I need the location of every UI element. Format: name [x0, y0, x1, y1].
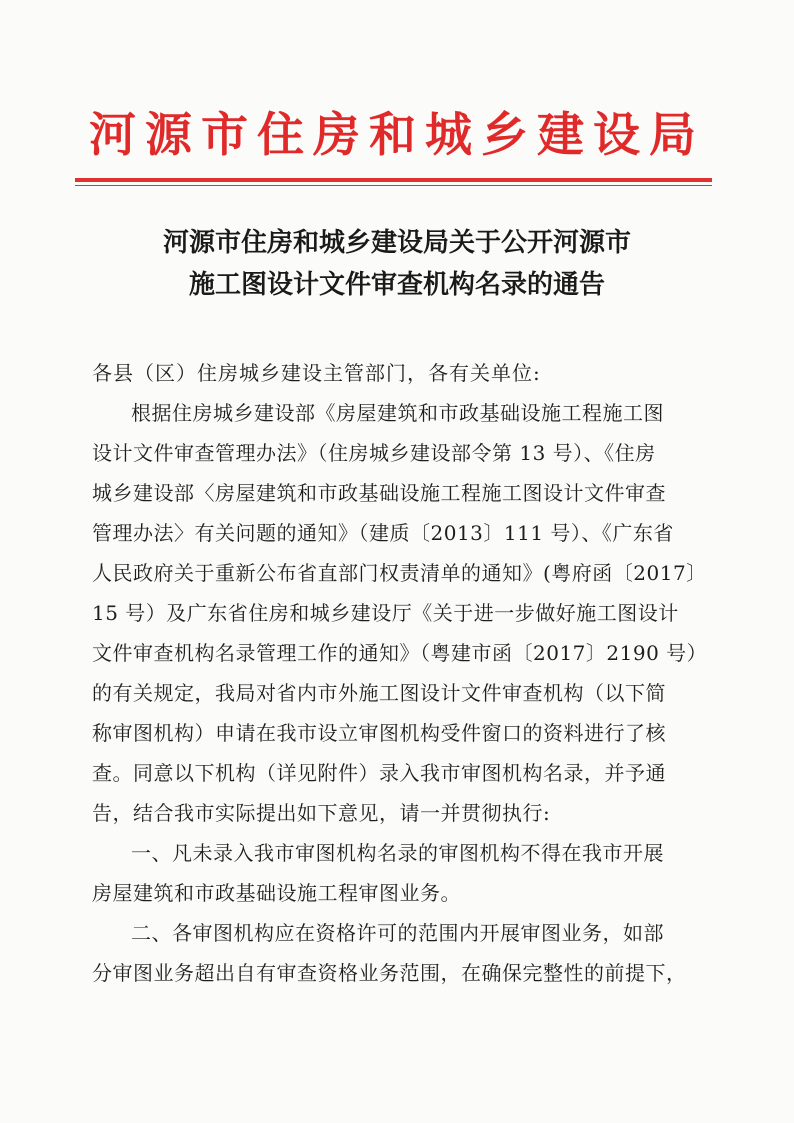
issuer-masthead: 河源市住房和城乡建设局 — [89, 108, 705, 163]
body-line-11: 告，结合我市实际提出如下意见，请一并贯彻执行: — [92, 801, 551, 825]
body-line-14: 二、各审图机构应在资格许可的范围内开展审图业务，如部 — [131, 921, 664, 945]
body-line-7: 文件审查机构名录管理工作的通知》（粤建市函〔2017〕2190 号） — [92, 641, 708, 665]
masthead-rule-thin — [75, 185, 712, 186]
salutation: 各县（区）住房城乡建设主管部门，各有关单位: — [92, 361, 541, 385]
body-line-5: 人民政府关于重新公布省直部门权责清单的通知》(粤府函〔2017〕 — [92, 561, 707, 585]
masthead-rule-thick — [75, 178, 712, 182]
body-line-15: 分审图业务超出自有审查资格业务范围，在确保完整性的前提下， — [92, 961, 687, 985]
body-line-8: 的有关规定，我局对省内市外施工图设计文件审查机构（以下简 — [92, 681, 666, 705]
body-line-1: 根据住房城乡建设部《房屋建筑和市政基础设施工程施工图 — [131, 401, 664, 425]
body-line-12: 一、凡未录入我市审图机构名录的审图机构不得在我市开展 — [131, 841, 664, 865]
notice-title-line-2: 施工图设计文件审查机构名录的通告 — [188, 270, 605, 300]
body-line-3: 城乡建设部〈房屋建筑和市政基础设施工程施工图设计文件审查 — [92, 481, 666, 505]
body-line-6: 15 号）及广东省住房和城乡建设厅《关于进一步做好施工图设计 — [92, 601, 679, 625]
body-line-9: 称审图机构）申请在我市设立审图机构受件窗口的资料进行了核 — [92, 721, 666, 745]
body-line-10: 查。同意以下机构（详见附件）录入我市审图机构名录，并予通 — [92, 761, 666, 785]
notice-title-line-1: 河源市住房和城乡建设局关于公开河源市 — [162, 228, 631, 258]
notice-title — [60, 222, 734, 306]
body-line-4: 管理办法〉有关问题的通知》（建质〔2013〕111 号）、《广东省 — [92, 521, 674, 545]
body-line-2: 设计文件审查管理办法》（住房城乡建设部令第 13 号）、《住房 — [92, 441, 656, 465]
body-line-13: 房屋建筑和市政基础设施工程审图业务。 — [92, 881, 461, 905]
